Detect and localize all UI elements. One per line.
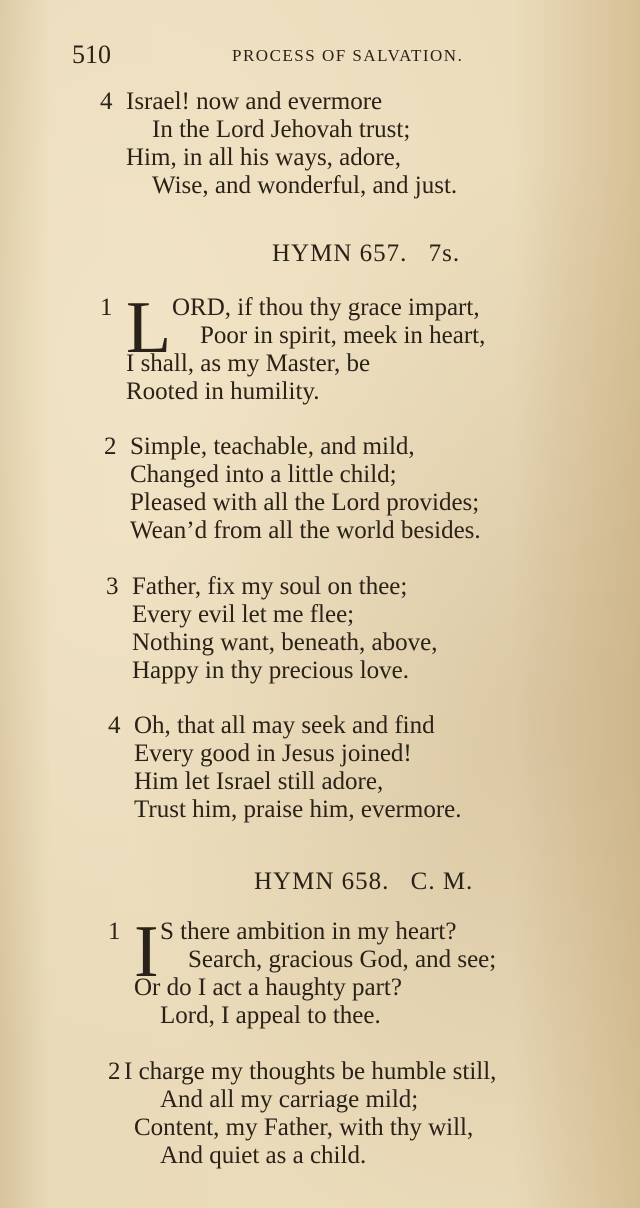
verse-line: Every good in Jesus joined! bbox=[134, 740, 412, 767]
verse-line: Israel! now and evermore bbox=[126, 88, 383, 115]
stanza-number: 2 bbox=[108, 1058, 121, 1085]
hymn-title: HYMN 657. bbox=[272, 240, 408, 267]
hymn-meter: C. M. bbox=[410, 868, 474, 895]
running-head: PROCESS OF SALVATION. bbox=[232, 46, 464, 65]
prev-stanza-4 bbox=[100, 88, 457, 200]
stanza-number: 1 bbox=[108, 918, 121, 945]
hymn-title: HYMN 658. bbox=[254, 868, 390, 895]
stanza-number: 1 bbox=[100, 294, 113, 321]
verse-line: Simple, teachable, and mild, bbox=[130, 433, 415, 460]
drop-cap: I bbox=[134, 911, 159, 993]
verse-line: Happy in thy precious love. bbox=[132, 657, 410, 684]
hymn-657-stanza-4 bbox=[108, 712, 462, 824]
hymn-658-stanza-1 bbox=[108, 911, 497, 1030]
verse-line: And all my carriage mild; bbox=[160, 1086, 419, 1113]
hymn-657-stanza-2 bbox=[104, 433, 481, 545]
hymn-658-stanza-2 bbox=[108, 1058, 496, 1170]
drop-cap: L bbox=[126, 287, 172, 369]
verse-line: Father, fix my soul on thee; bbox=[132, 573, 408, 600]
verse-line: Lord, I appeal to thee. bbox=[160, 1002, 381, 1029]
stanza-number: 4 bbox=[108, 712, 121, 739]
verse-line: Trust him, praise him, evermore. bbox=[134, 796, 462, 823]
verse-line: Content, my Father, with thy will, bbox=[134, 1114, 474, 1141]
stanza-number: 4 bbox=[100, 88, 113, 115]
verse-line: Him, in all his ways, adore, bbox=[126, 144, 401, 171]
verse-line: Changed into a little child; bbox=[130, 461, 397, 488]
verse-line: Search, gracious God, and see; bbox=[188, 946, 497, 973]
verse-line: Nothing want, beneath, above, bbox=[132, 629, 438, 656]
verse-line: In the Lord Jehovah trust; bbox=[152, 116, 411, 143]
verse-line: ORD, if thou thy grace impart, bbox=[172, 294, 480, 321]
page-number: 510 bbox=[72, 40, 111, 69]
verse-line: Him let Israel still adore, bbox=[134, 768, 384, 795]
verse-line: Or do I act a haughty part? bbox=[134, 974, 402, 1001]
verse-line: Pleased with all the Lord provides; bbox=[130, 489, 480, 516]
verse-line: Oh, that all may seek and find bbox=[134, 712, 435, 739]
stanza-number: 2 bbox=[104, 433, 117, 460]
verse-line: Wise, and wonderful, and just. bbox=[152, 172, 458, 199]
verse-line: Wean’d from all the world besides. bbox=[130, 517, 481, 544]
verse-line: Poor in spirit, meek in heart, bbox=[200, 322, 486, 349]
verse-line: Rooted in humility. bbox=[126, 378, 320, 405]
stanza-number: 3 bbox=[106, 573, 119, 600]
verse-line: I charge my thoughts be humble still, bbox=[124, 1058, 497, 1085]
hymn-meter: 7s. bbox=[428, 240, 461, 267]
hymn-657-stanza-3 bbox=[106, 573, 437, 685]
verse-line: I shall, as my Master, be bbox=[126, 350, 371, 377]
hymn-657-stanza-1 bbox=[100, 287, 486, 406]
page-header bbox=[72, 40, 542, 72]
hymn-657-heading bbox=[272, 240, 460, 268]
verse-line: And quiet as a child. bbox=[160, 1142, 367, 1169]
verse-line: S there ambition in my heart? bbox=[160, 918, 457, 945]
hymn-658-heading bbox=[254, 868, 473, 896]
verse-line: Every evil let me flee; bbox=[132, 601, 355, 628]
